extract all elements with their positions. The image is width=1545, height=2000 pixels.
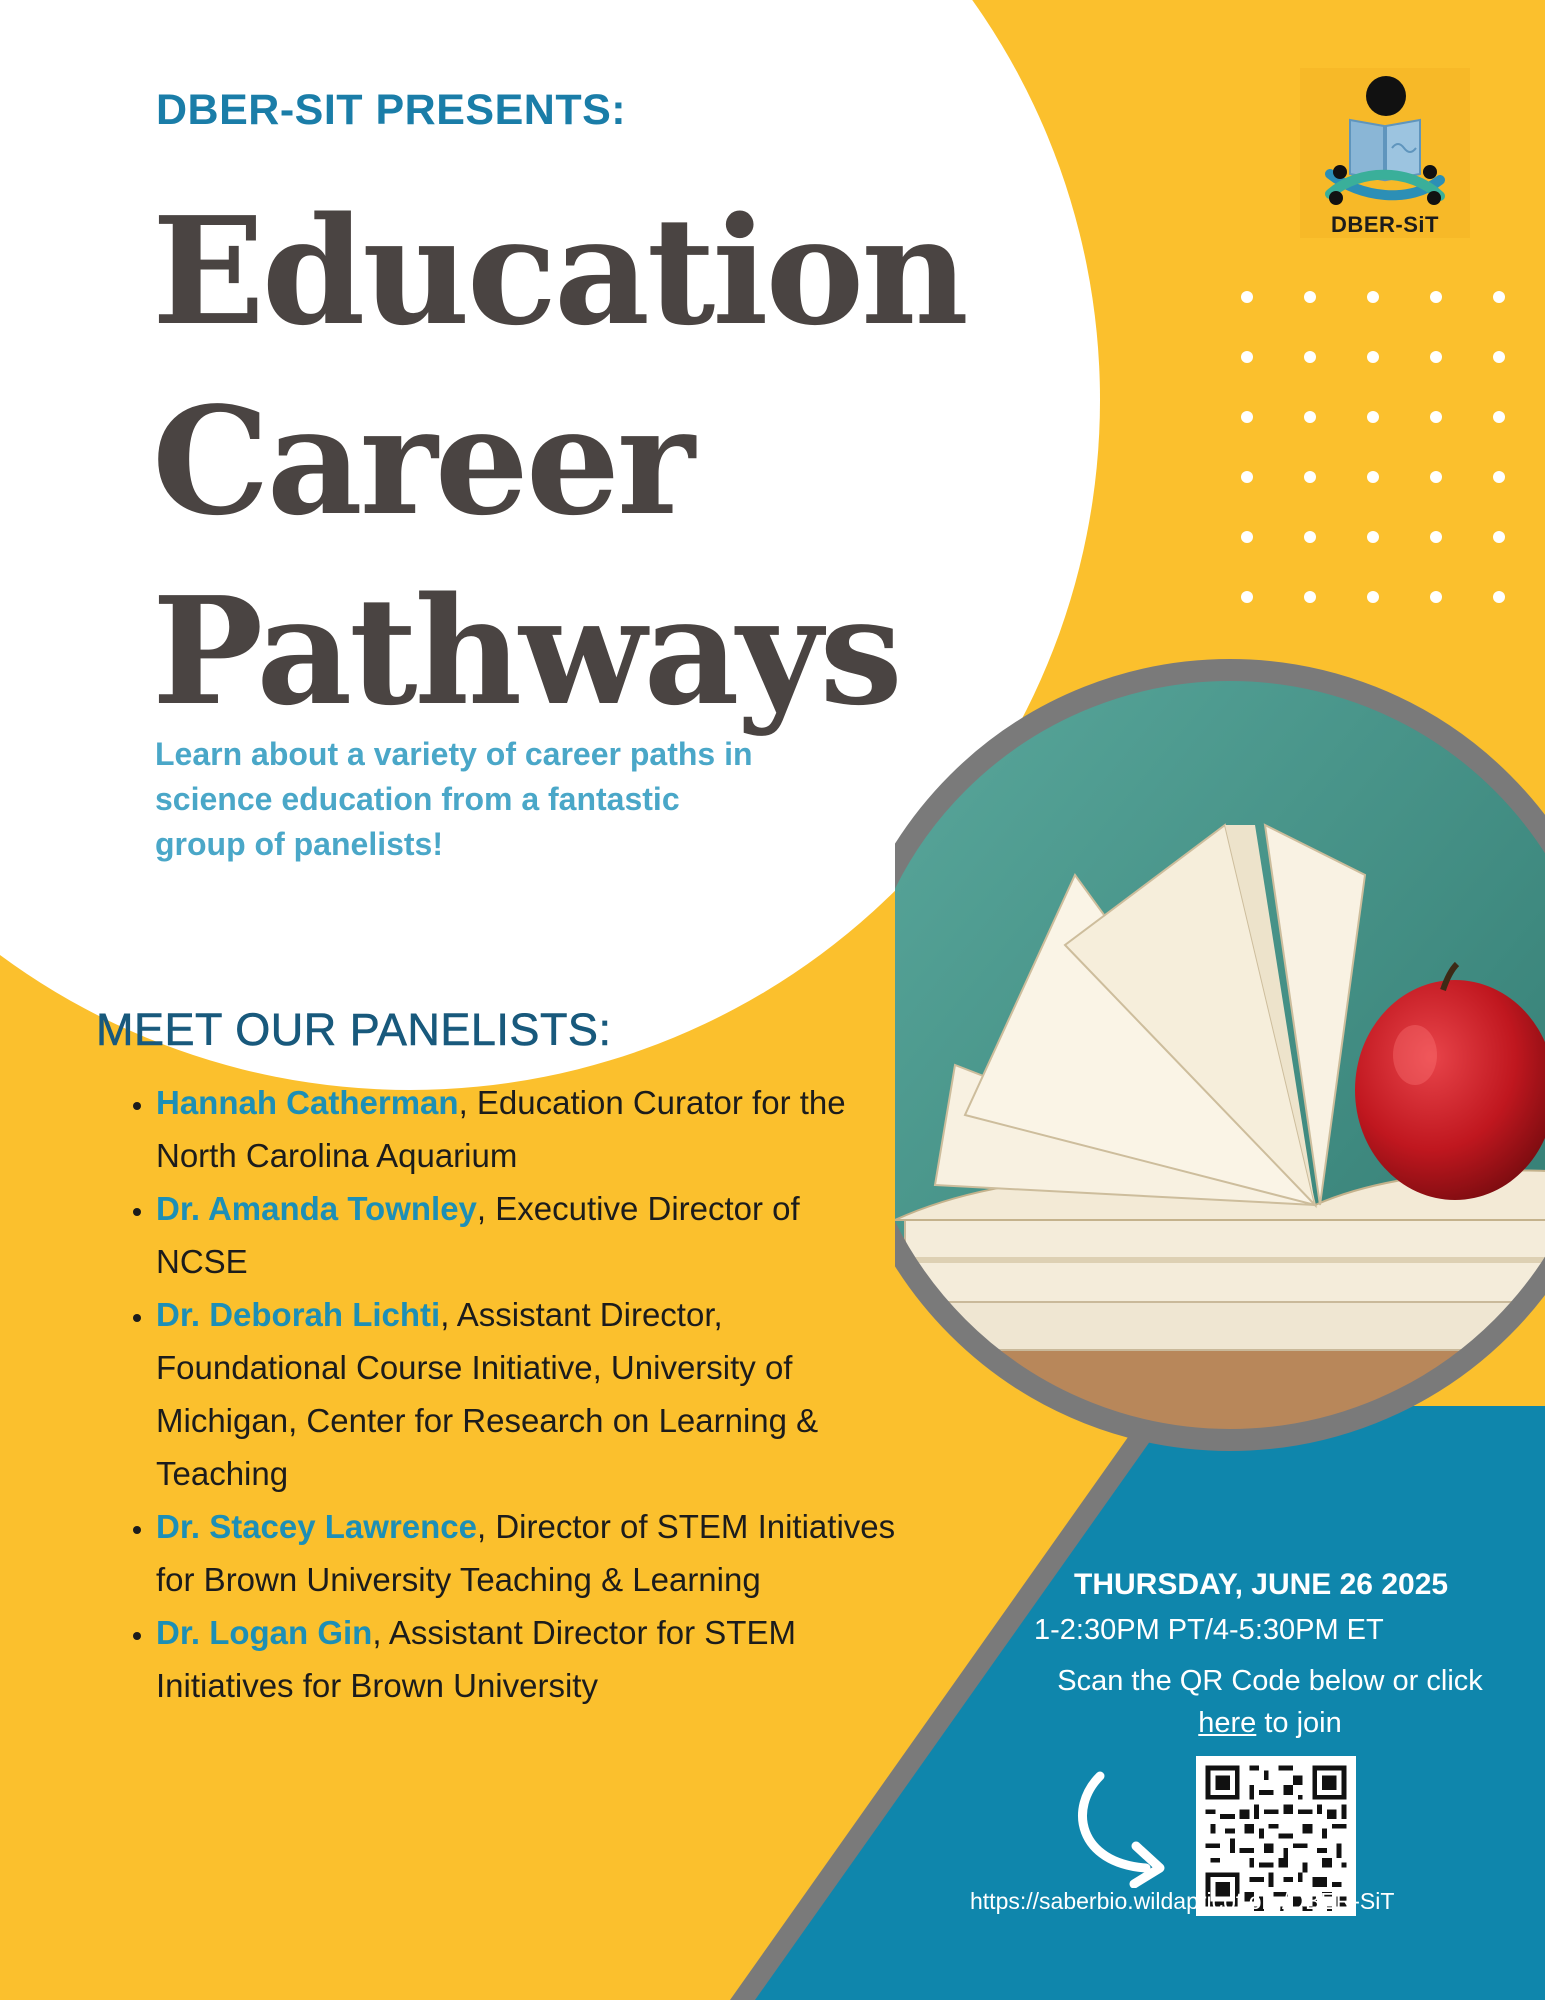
list-item bbox=[156, 1076, 896, 1182]
event-date: THURSDAY, JUNE 26 2025 bbox=[1074, 1568, 1449, 1601]
curved-arrow-icon bbox=[1068, 1768, 1178, 1893]
page-title bbox=[152, 176, 966, 746]
event-time: 1-2:30PM PT/4-5:30PM ET bbox=[1034, 1614, 1384, 1646]
join-link[interactable]: here bbox=[1198, 1707, 1257, 1739]
panelist-role: , Assistant Director, Foundational Course Initiative, University of Michigan, Center for Research on Learning & Teaching bbox=[156, 1296, 819, 1492]
panelist-name: Dr. Amanda Townley bbox=[156, 1190, 477, 1227]
title-line-3: Pathways bbox=[152, 564, 900, 738]
panelist-list bbox=[120, 1076, 896, 1712]
list-item bbox=[156, 1182, 896, 1288]
panelist-name: Dr. Logan Gin bbox=[156, 1614, 373, 1651]
list-item bbox=[156, 1606, 896, 1712]
dot-grid bbox=[1238, 290, 1508, 610]
panelist-name: Hannah Catherman bbox=[156, 1084, 459, 1121]
logo-text: DBER-SiT bbox=[1331, 212, 1439, 237]
instruction-text-end: to join bbox=[1256, 1707, 1342, 1739]
tagline: Learn about a variety of career paths in science education from a fantastic group of panelists! bbox=[155, 736, 753, 862]
open-book-and-apple-photo bbox=[895, 645, 1545, 1470]
title-line-2: Career bbox=[152, 374, 692, 548]
panelist-name: Dr. Deborah Lichti bbox=[156, 1296, 441, 1333]
panelist-role: , Assistant Director for STEM Initiatives for Brown University bbox=[156, 1614, 796, 1704]
panelists-heading: MEET OUR PANELISTS: bbox=[96, 1004, 612, 1055]
presenter-label: DBER-SIT PRESENTS: bbox=[156, 86, 627, 134]
join-instructions bbox=[1045, 1660, 1495, 1744]
panelist-name: Dr. Stacey Lawrence bbox=[156, 1508, 478, 1545]
registration-url: https://saberbio.wildapricot.org/DBER-SiT bbox=[970, 1888, 1395, 1914]
instruction-text: Scan the QR Code below or click bbox=[1057, 1665, 1483, 1697]
list-item bbox=[156, 1500, 896, 1606]
panelist-role: , Executive Director of NCSE bbox=[156, 1190, 800, 1280]
panelist-role: , Education Curator for the North Carolina Aquarium bbox=[156, 1084, 846, 1174]
dber-sit-logo bbox=[1300, 68, 1470, 243]
panelist-role: , Director of STEM Initiatives for Brown University Teaching & Learning bbox=[156, 1508, 896, 1598]
title-line-1: Education bbox=[152, 184, 966, 358]
list-item bbox=[156, 1288, 896, 1500]
